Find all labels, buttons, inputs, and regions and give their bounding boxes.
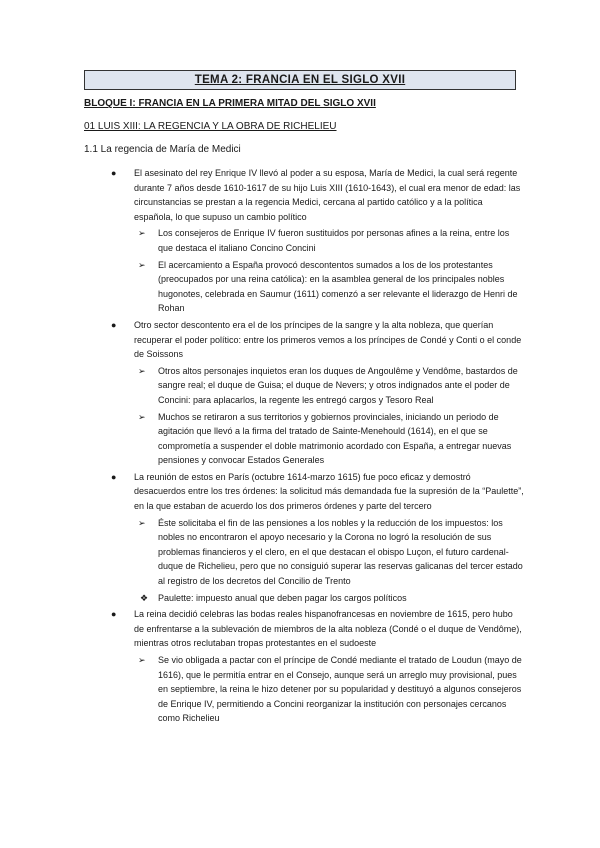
arrow-bullet-icon: ➢	[138, 655, 146, 665]
sub-bullet-text: Éste solicitaba el fin de las pensiones a los nobles y la reducción de los impuestos: los nobles no encontraron el apoyo necesario y la Corona no logró la resolución de sus problemas financieros y el clero, en el que destacan el obispo Luçon, el futuro cardenal-duque de Richelieu, pero que no consiguió superar las reservas galicanas del tercer estado al registro de los decretos del Concilio de Trento	[158, 517, 523, 587]
sub-bullet-item	[84, 258, 524, 316]
sub-bullet-item	[84, 653, 524, 726]
bullet-icon: ●	[111, 168, 117, 178]
arrow-bullet-icon: ➢	[138, 411, 146, 422]
block-heading: BLOQUE I: FRANCIA EN LA PRIMERA MITAD DEL SIGLO XVII	[84, 98, 376, 109]
subsection-heading: 1.1 La regencia de María de Medici	[84, 144, 241, 155]
arrow-bullet-icon: ➢	[138, 228, 146, 239]
sub-bullet-text: Se vio obligada a pactar con el príncipe de Condé mediante el tratado de Loudun (mayo de 1616), que le permitía entrar en el Consejo, aunque será un arreglo muy provisional, pues en septiembre, la reina le hizo detener por su popularidad y destituyó a algunos consejeros de Enrique IV, permitiendo a Concini reorganizar la institución con personajes cercanos como Richelieu	[158, 655, 522, 724]
sub-bullet-item	[84, 410, 524, 468]
bullet-item	[84, 607, 524, 651]
bullet-item	[84, 318, 524, 362]
note-item	[84, 591, 524, 606]
section-heading: 01 LUIS XIII: LA REGENCIA Y LA OBRA DE RICHELIEU	[84, 121, 337, 132]
bullet-item	[84, 470, 524, 514]
bullet-text: La reina decidió celebras las bodas reales hispanofrancesas en noviembre de 1615, pero hubo de enfrentarse a la sublevación de miembros de la alta nobleza (Condé o el duque de Vendôme), mientras otros reclutaban tropas protestantes en el sudoeste	[134, 609, 522, 649]
arrow-bullet-icon: ➢	[138, 365, 146, 376]
sub-bullet-text: Los consejeros de Enrique IV fueron sustituidos por personas afines a la reina, entre los que destaca el italiano Concino Concini	[158, 228, 510, 253]
sub-bullet-text: El acercamiento a España provocó descontentos sumados a los de los protestantes (preocupados por una reina católica): en la asamblea general de los principales nobles hugonotes, celebrada en Saumur (1611) comenzó a ser relevante el liderazgo de Henri de Rohan	[158, 259, 518, 314]
sub-bullet-text: Muchos se retiraron a sus territorios y gobiernos provinciales, iniciando un periodo de agitación que llevó a la firma del tratado de Sainte-Menehould (1614), en el que se comprometía a suspender el doble matrimonio acordado con España, a entregar nuevas pensiones y convocar Estados Generales	[158, 411, 512, 466]
document-title: TEMA 2: FRANCIA EN EL SIGLO XVII	[84, 70, 516, 90]
bullet-icon: ●	[111, 471, 117, 482]
bullet-icon: ●	[111, 609, 117, 620]
sub-bullet-item	[84, 226, 524, 255]
arrow-bullet-icon: ➢	[138, 517, 146, 528]
bullet-text: El asesinato del rey Enrique IV llevó al poder a su esposa, María de Medici, la cual será regente durante 7 años desde 1610-1617 de su hijo Luis XIII (1610-1643), el cual era menor de edad: las circunstancias se prestan a la regencia Medici, cercana al partido católico y a la política española, lo que supuso un cambio político	[134, 168, 521, 222]
bullet-text: La reunión de estos en París (octubre 1614-marzo 1615) fue poco eficaz y demostró desacuerdos entre los tres órdenes: la solicitud más demandada fue la supresión de la “Paulette”, en la que estaban de acuerdo los dos primeros órdenes y parte del tercero	[134, 471, 524, 512]
note-text: Paulette: impuesto anual que deben pagar los cargos políticos	[158, 592, 407, 603]
sub-bullet-item	[84, 364, 524, 408]
bullet-text: Otro sector descontento era el de los príncipes de la sangre y la alta nobleza, que querían recuperar el poder político: entre los primeros vemos a los príncipes de Condé y Conti o el conde de Soissons	[134, 319, 522, 360]
arrow-bullet-icon: ➢	[138, 259, 146, 270]
sub-bullet-text: Otros altos personajes inquietos eran los duques de Angoulême y Vendôme, bastardos de sangre real; el duque de Guisa; el duque de Nevers; y otros indignados ante el poder de Concini: para aplacarlos, la regente les entregó cargos y Tesoro Real	[158, 365, 518, 405]
bullet-item	[84, 166, 524, 224]
diamond-bullet-icon: ❖	[140, 592, 149, 603]
content-list	[84, 166, 524, 728]
sub-bullet-item	[84, 516, 524, 589]
bullet-icon: ●	[111, 319, 117, 330]
